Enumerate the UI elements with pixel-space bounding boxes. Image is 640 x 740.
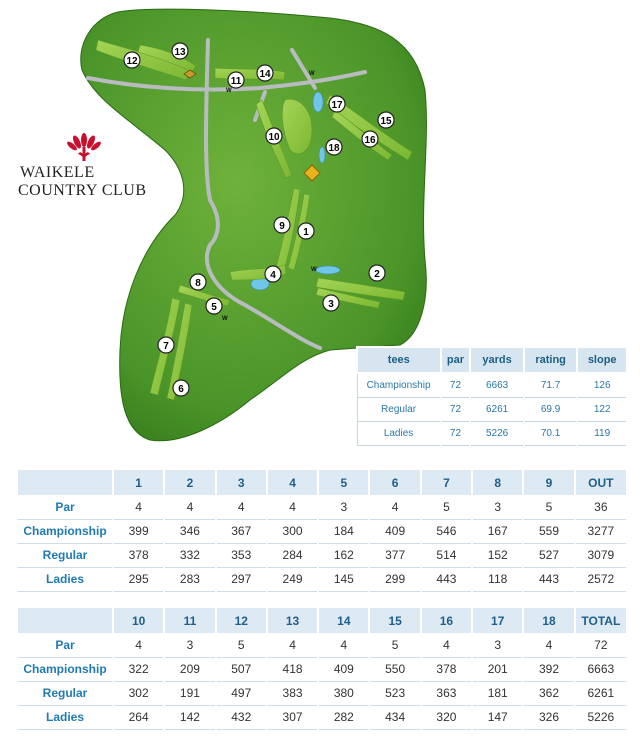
hole-number: 9 <box>279 221 285 232</box>
score-cell: 295 <box>113 567 164 591</box>
table-row <box>17 657 626 681</box>
tees-table <box>356 346 628 446</box>
tee-rating: 70.1 <box>524 421 578 445</box>
tees-header-row <box>357 347 627 373</box>
hole-header: 18 <box>523 608 574 633</box>
hole-header: 10 <box>113 608 164 633</box>
logo-line-2: COUNTRY CLUB <box>18 182 147 199</box>
score-cell: 299 <box>369 567 420 591</box>
score-cell: 4 <box>318 633 369 657</box>
table-row <box>17 543 626 567</box>
tees-header: yards <box>470 347 524 373</box>
logo-line-1: WAIKELE <box>20 164 95 181</box>
score-cell: 497 <box>216 681 267 705</box>
hole-number: 15 <box>380 116 392 127</box>
score-cell: 399 <box>113 519 164 543</box>
total-header: TOTAL <box>575 608 626 633</box>
score-cell: 3 <box>472 495 523 519</box>
hole-number: 2 <box>374 269 380 280</box>
hole-number: 16 <box>364 135 376 146</box>
scorecard-header-row <box>17 470 626 495</box>
flower-logo-icon <box>66 132 102 162</box>
score-cell: 363 <box>421 681 472 705</box>
hole-marker-8 <box>190 274 206 290</box>
tees-header: tees <box>357 347 441 373</box>
score-cell: 4 <box>216 495 267 519</box>
score-cell: 377 <box>369 543 420 567</box>
score-cell: 5 <box>216 633 267 657</box>
score-cell: 145 <box>318 567 369 591</box>
tees-header: rating <box>524 347 578 373</box>
score-cell: 514 <box>421 543 472 567</box>
hole-header: 9 <box>523 470 574 495</box>
score-cell: 378 <box>421 657 472 681</box>
score-cell: 383 <box>267 681 318 705</box>
row-label-championship: Championship <box>17 657 113 681</box>
score-cell: 320 <box>421 705 472 729</box>
score-cell: 297 <box>216 567 267 591</box>
hole-marker-11 <box>228 72 244 88</box>
hole-number: 5 <box>211 302 217 313</box>
score-cell: 4 <box>267 633 318 657</box>
tee-par: 72 <box>441 421 471 445</box>
hole-number: 14 <box>259 69 271 80</box>
restroom-label: W <box>309 71 315 77</box>
hole-number: 1 <box>303 227 309 238</box>
score-cell: 3 <box>318 495 369 519</box>
score-cell: 443 <box>421 567 472 591</box>
tee-name: Championship <box>357 373 441 397</box>
total-cell: 2572 <box>575 567 626 591</box>
score-cell: 409 <box>318 657 369 681</box>
restroom-label: W <box>222 316 228 322</box>
score-cell: 332 <box>164 543 215 567</box>
hole-marker-16 <box>362 131 378 147</box>
row-label-par: Par <box>17 633 113 657</box>
row-label-regular: Regular <box>17 543 113 567</box>
tee-par: 72 <box>441 373 471 397</box>
score-cell: 322 <box>113 657 164 681</box>
hole-marker-4 <box>265 266 281 282</box>
score-cell: 181 <box>472 681 523 705</box>
score-cell: 302 <box>113 681 164 705</box>
front-nine-scorecard <box>16 470 626 592</box>
hole-number: 6 <box>178 384 184 395</box>
score-cell: 147 <box>472 705 523 729</box>
back-nine-scorecard <box>16 608 626 730</box>
score-cell: 152 <box>472 543 523 567</box>
hole-marker-10 <box>266 128 282 144</box>
score-cell: 167 <box>472 519 523 543</box>
score-cell: 5 <box>421 495 472 519</box>
hole-number: 3 <box>328 299 334 310</box>
scorecard-header-row <box>17 608 626 633</box>
hole-header: 1 <box>113 470 164 495</box>
tee-slope: 126 <box>577 373 627 397</box>
hole-header: 11 <box>164 608 215 633</box>
table-row <box>17 633 626 657</box>
hole-marker-3 <box>323 295 339 311</box>
row-label-par: Par <box>17 495 113 519</box>
score-cell: 362 <box>523 681 574 705</box>
score-cell: 4 <box>369 495 420 519</box>
score-cell: 434 <box>369 705 420 729</box>
score-cell: 4 <box>164 495 215 519</box>
hole-number: 7 <box>163 341 169 352</box>
hole-header: 16 <box>421 608 472 633</box>
hole-header: 17 <box>472 608 523 633</box>
hole-number: 17 <box>331 100 343 111</box>
hole-header: 7 <box>421 470 472 495</box>
hole-marker-15 <box>378 112 394 128</box>
table-row <box>17 705 626 729</box>
hole-marker-9 <box>274 217 290 233</box>
score-cell: 282 <box>318 705 369 729</box>
score-cell: 4 <box>113 495 164 519</box>
table-row <box>17 567 626 591</box>
hole-number: 12 <box>126 56 138 67</box>
hole-header: 2 <box>164 470 215 495</box>
hole-number: 8 <box>195 278 201 289</box>
score-cell: 162 <box>318 543 369 567</box>
score-cell: 4 <box>267 495 318 519</box>
hole-marker-17 <box>329 96 345 112</box>
score-cell: 284 <box>267 543 318 567</box>
tee-par: 72 <box>441 397 471 421</box>
tee-yards: 6663 <box>470 373 524 397</box>
score-cell: 507 <box>216 657 267 681</box>
score-cell: 550 <box>369 657 420 681</box>
row-label-ladies: Ladies <box>17 567 113 591</box>
club-logo <box>14 132 154 200</box>
total-cell: 36 <box>575 495 626 519</box>
table-row <box>357 421 627 445</box>
hole-header: 6 <box>369 470 420 495</box>
hole-number: 18 <box>328 143 340 154</box>
score-cell: 201 <box>472 657 523 681</box>
score-cell: 523 <box>369 681 420 705</box>
score-cell: 118 <box>472 567 523 591</box>
row-label-championship: Championship <box>17 519 113 543</box>
score-cell: 283 <box>164 567 215 591</box>
hole-marker-18 <box>326 139 342 155</box>
table-row <box>357 397 627 421</box>
hole-header: 4 <box>267 470 318 495</box>
score-cell: 191 <box>164 681 215 705</box>
hole-marker-12 <box>124 52 140 68</box>
tees-header: par <box>441 347 471 373</box>
hole-header: 8 <box>472 470 523 495</box>
tee-yards: 6261 <box>470 397 524 421</box>
score-cell: 326 <box>523 705 574 729</box>
score-cell: 418 <box>267 657 318 681</box>
score-cell: 432 <box>216 705 267 729</box>
score-cell: 142 <box>164 705 215 729</box>
hole-marker-5 <box>206 298 222 314</box>
hole-number: 4 <box>270 270 276 281</box>
hole-number: 10 <box>268 132 280 143</box>
tee-slope: 122 <box>577 397 627 421</box>
score-cell: 3 <box>164 633 215 657</box>
hole-header: 5 <box>318 470 369 495</box>
score-cell: 392 <box>523 657 574 681</box>
hole-header: 13 <box>267 608 318 633</box>
score-cell: 443 <box>523 567 574 591</box>
table-row <box>17 681 626 705</box>
table-row <box>17 495 626 519</box>
row-label-regular: Regular <box>17 681 113 705</box>
hole-number: 13 <box>174 47 186 58</box>
table-row <box>357 373 627 397</box>
total-cell: 3277 <box>575 519 626 543</box>
score-cell: 380 <box>318 681 369 705</box>
score-cell: 4 <box>113 633 164 657</box>
hole-marker-6 <box>173 380 189 396</box>
score-cell: 264 <box>113 705 164 729</box>
out-header: OUT <box>575 470 626 495</box>
score-cell: 559 <box>523 519 574 543</box>
hole-header: 15 <box>369 608 420 633</box>
score-cell: 249 <box>267 567 318 591</box>
score-cell: 209 <box>164 657 215 681</box>
score-cell: 4 <box>421 633 472 657</box>
score-cell: 546 <box>421 519 472 543</box>
tee-yards: 5226 <box>470 421 524 445</box>
hole-marker-2 <box>369 265 385 281</box>
hole-marker-7 <box>158 337 174 353</box>
tee-rating: 71.7 <box>524 373 578 397</box>
hole-header: 14 <box>318 608 369 633</box>
score-cell: 409 <box>369 519 420 543</box>
total-cell: 6663 <box>575 657 626 681</box>
table-row <box>17 519 626 543</box>
tee-slope: 119 <box>577 421 627 445</box>
score-cell: 5 <box>523 495 574 519</box>
total-cell: 72 <box>575 633 626 657</box>
score-cell: 307 <box>267 705 318 729</box>
score-cell: 378 <box>113 543 164 567</box>
restroom-label: W <box>226 88 232 94</box>
total-cell: 5226 <box>575 705 626 729</box>
total-cell: 3079 <box>575 543 626 567</box>
corner-cell <box>17 470 113 495</box>
total-cell: 6261 <box>575 681 626 705</box>
score-cell: 300 <box>267 519 318 543</box>
tee-name: Regular <box>357 397 441 421</box>
score-cell: 3 <box>472 633 523 657</box>
score-cell: 367 <box>216 519 267 543</box>
hole-number: 11 <box>230 76 242 87</box>
hole-marker-13 <box>172 43 188 59</box>
score-cell: 527 <box>523 543 574 567</box>
score-cell: 5 <box>369 633 420 657</box>
hole-marker-14 <box>257 65 273 81</box>
hole-header: 12 <box>216 608 267 633</box>
tees-header: slope <box>577 347 627 373</box>
tee-name: Ladies <box>357 421 441 445</box>
score-cell: 353 <box>216 543 267 567</box>
score-cell: 184 <box>318 519 369 543</box>
hole-header: 3 <box>216 470 267 495</box>
restroom-label: W <box>311 267 317 273</box>
row-label-ladies: Ladies <box>17 705 113 729</box>
hole-marker-1 <box>298 223 314 239</box>
score-cell: 346 <box>164 519 215 543</box>
corner-cell <box>17 608 113 633</box>
tee-rating: 69.9 <box>524 397 578 421</box>
score-cell: 4 <box>523 633 574 657</box>
